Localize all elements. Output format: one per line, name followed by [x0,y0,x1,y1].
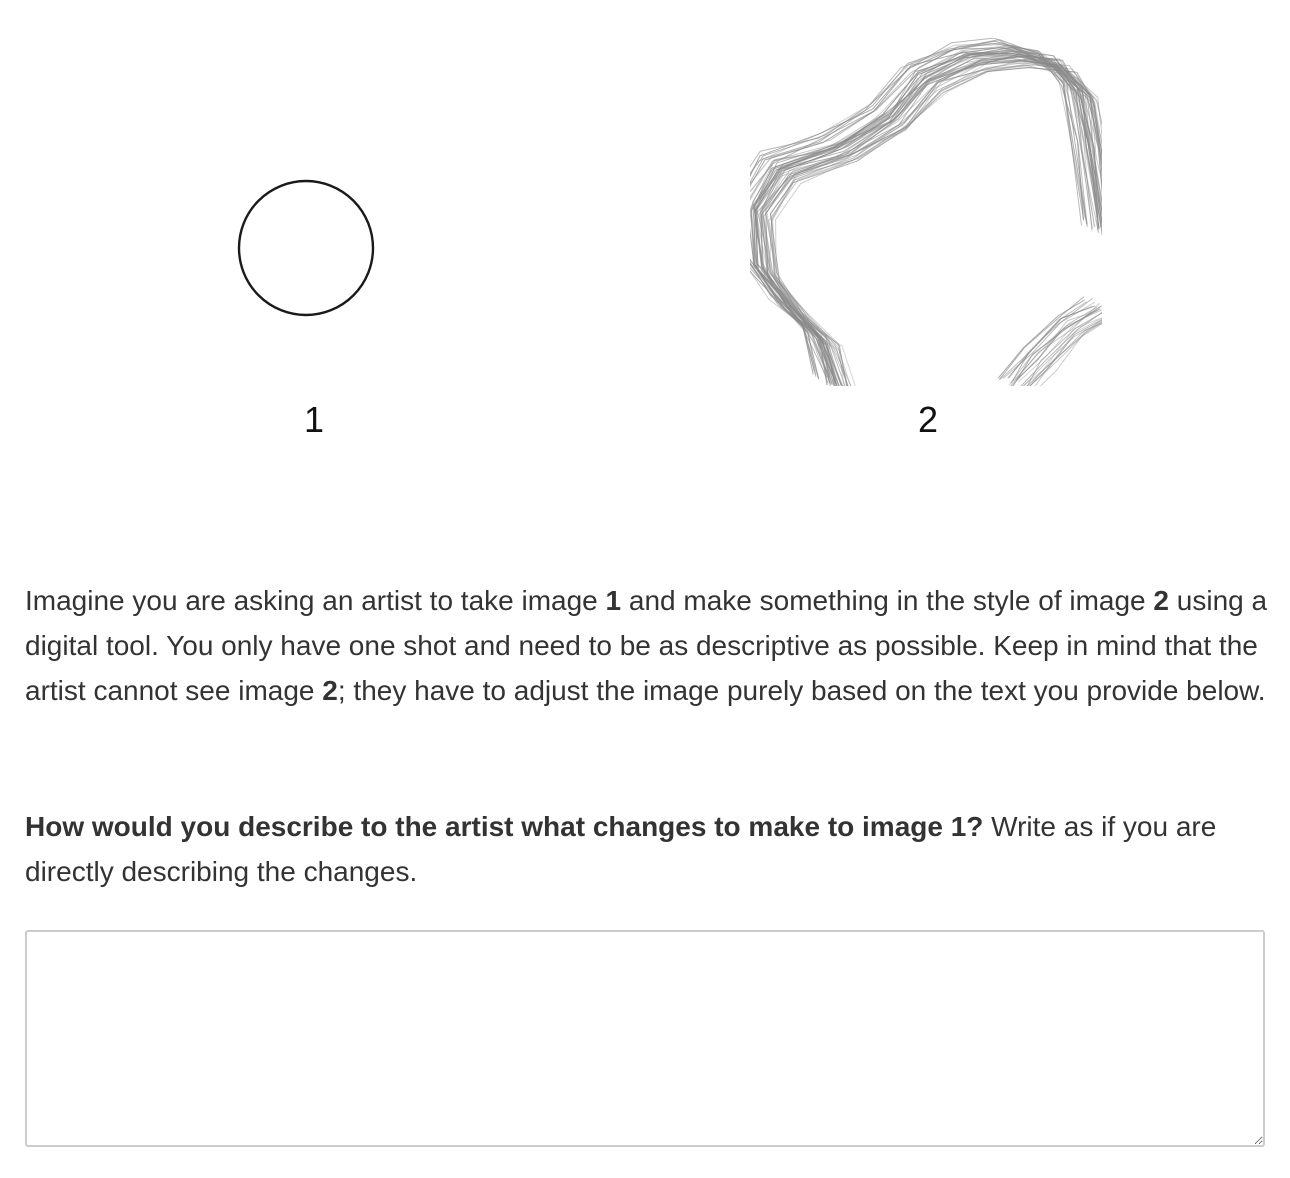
question-paragraph [25,804,1270,894]
instructions-text-3: using a digital tool. You only have one shot and need to be as descriptive as possible. Keep in mind that the artist cannot see image [25,585,1268,706]
image-2-scribble [750,38,1102,386]
answer-textarea[interactable] [25,930,1265,1147]
scribble-lines-icon [750,38,1102,386]
scribble-stroke [766,59,1102,386]
question-bold: How would you describe to the artist what changes to make to image 1? [25,811,984,842]
instructions-text-1: Imagine you are asking an artist to take image [25,585,606,616]
scribble-stroke [1012,306,1093,383]
question-rest: Write as if you are directly describing the changes. [25,811,1217,887]
instructions-image-1-ref: 1 [605,585,622,616]
instructions-paragraph [25,578,1270,713]
scribble-stroke [750,45,1099,383]
instructions-text-4: ; they have to adjust the image purely based on the text you provide below. [337,675,1266,706]
instructions-image-2-ref-2: 2 [322,675,338,706]
image-2-label: 2 [917,399,939,440]
image-1-label: 1 [303,399,325,440]
image-1-circle [236,178,378,320]
instructions-image-2-ref: 2 [1153,585,1169,616]
circle-icon [236,178,378,320]
instructions-text-2: and make something in the style of image [621,585,1154,616]
scribble-stroke [756,60,1102,385]
